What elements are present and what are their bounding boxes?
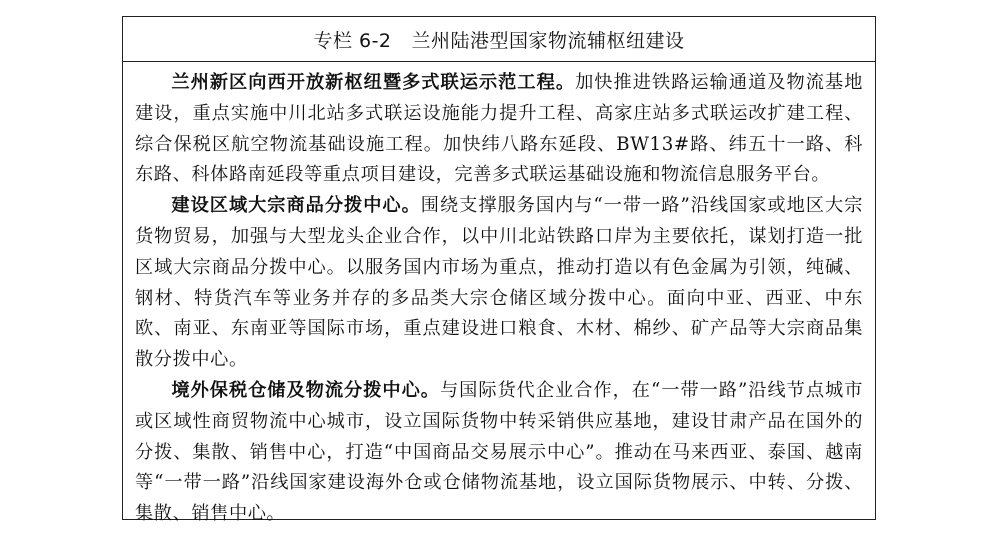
box-title-text: 兰州陆港型国家物流辅枢纽建设 bbox=[411, 29, 685, 52]
box-code: 专栏 6-2 bbox=[313, 29, 392, 52]
paragraph-text: 加快推进铁路运输通道及物流基地建设，重点实施中川北站多式联运设施能力提升工程、高家庄站多式联运改扩建工程、综合保税区航空物流基础设施工程。加快纬八路东延段、BW13#路、纬五十一路、科东路、科体路南延段等重点项目建设，完善多式联运基础设施和物流信息服务平台。 bbox=[135, 72, 863, 186]
paragraph-text: 与国际货代企业合作，在“一带一路”沿线节点城市或区域性商贸物流中心城市，设立国际货物中转采销供应基地，建设甘肃产品在国外的分拨、集散、销售中心，打造“中国商品交易展示中心”。推动在马来西亚、泰国、越南等“一带一路”沿线国家建设海外仓或仓储物流基地，设立国际货物展示、中转、分拨、集散、销售中心。 bbox=[135, 379, 863, 525]
feature-box bbox=[122, 16, 876, 525]
paragraph-lead: 兰州新区向西开放新枢纽暨多式联运示范工程。 bbox=[171, 72, 576, 93]
box-title bbox=[123, 17, 875, 62]
paragraph-overseas-bonded-warehouse bbox=[135, 376, 863, 530]
paragraph-lead: 境外保税仓储及物流分拨中心。 bbox=[171, 379, 440, 401]
box-body bbox=[123, 62, 875, 530]
paragraph-bulk-distribution-center bbox=[135, 191, 863, 376]
paragraph-new-district-hub bbox=[135, 68, 863, 191]
paragraph-text: 围绕支撑服务国内与“一带一路”沿线国家或地区大宗货物贸易，加强与大型龙头企业合作，以中川北站铁路口岸为主要依托，谋划打造一批区域大宗商品分拨中心。以服务国内市场为重点，推动打造以有色金属为引领，纯碱、钢材、特货汽车等业务并存的多品类大宗仓储区域分拨中心。面向中亚、西亚、中东欧、南亚、东南亚等国际市场，重点建设进口粮食、木材、棉纱、矿产品等大宗商品集散分拨中心。 bbox=[135, 195, 863, 371]
paragraph-lead: 建设区域大宗商品分拨中心。 bbox=[171, 195, 421, 217]
